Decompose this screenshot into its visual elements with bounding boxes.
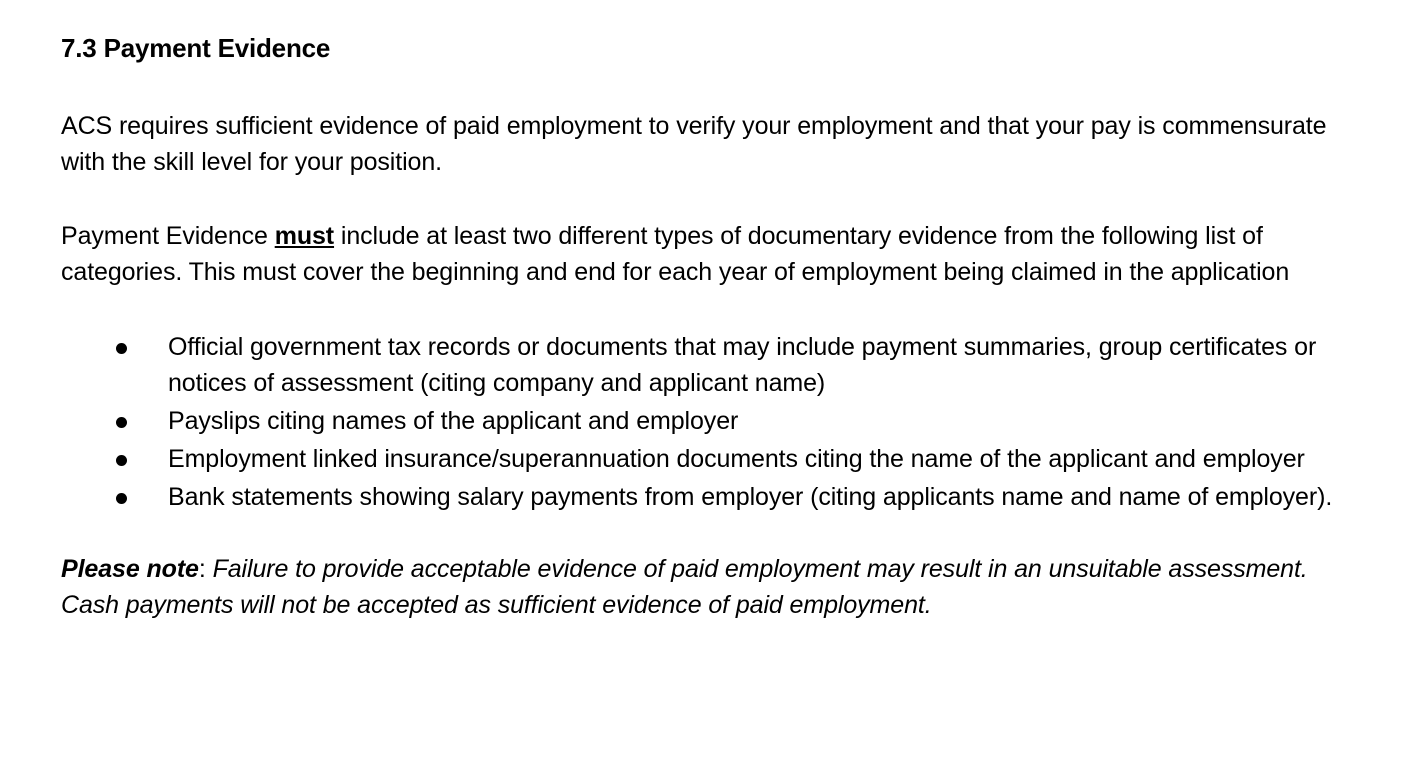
note-label: Please note xyxy=(61,555,199,583)
requirement-emphasis: must xyxy=(274,222,335,250)
list-item-text: Employment linked insurance/superannuation documents citing the name of the applicant and employer xyxy=(168,445,1305,473)
bullet-icon xyxy=(116,417,127,428)
note-colon: : xyxy=(198,555,206,583)
list-item-text: Official government tax records or documents that may include payment summaries, group certificates or notices of assessment (citing company and applicant name) xyxy=(168,333,1317,397)
requirement-text-before: Payment Evidence xyxy=(61,222,275,250)
bullet-icon xyxy=(116,455,127,466)
requirement-text-after: include at least two different types of documentary evidence from the following list of categories. This must cover the beginning and end for each year of employment being claimed in the application xyxy=(61,222,1290,286)
requirement-paragraph xyxy=(61,218,1361,290)
section-heading: 7.3 Payment Evidence xyxy=(61,33,331,63)
note-paragraph xyxy=(61,551,1361,623)
list-item xyxy=(61,441,1361,477)
bullet-icon xyxy=(116,493,127,504)
list-item-text: Bank statements showing salary payments from employer (citing applicants name and name of employer). xyxy=(168,483,1333,511)
intro-paragraph: ACS requires sufficient evidence of paid employment to verify your employment and that your pay is commensurate with the skill level for your position. xyxy=(61,112,1327,176)
document-page xyxy=(61,28,1361,623)
evidence-list xyxy=(61,329,1361,515)
list-item xyxy=(61,403,1361,439)
list-item-text: Payslips citing names of the applicant and employer xyxy=(168,407,739,435)
note-text: Failure to provide acceptable evidence of paid employment may result in an unsuitable assessment. Cash payments will not be accepted as sufficient evidence of paid employment. xyxy=(61,555,1308,619)
bullet-icon xyxy=(116,343,127,354)
list-item xyxy=(61,479,1361,515)
list-item xyxy=(61,329,1361,401)
